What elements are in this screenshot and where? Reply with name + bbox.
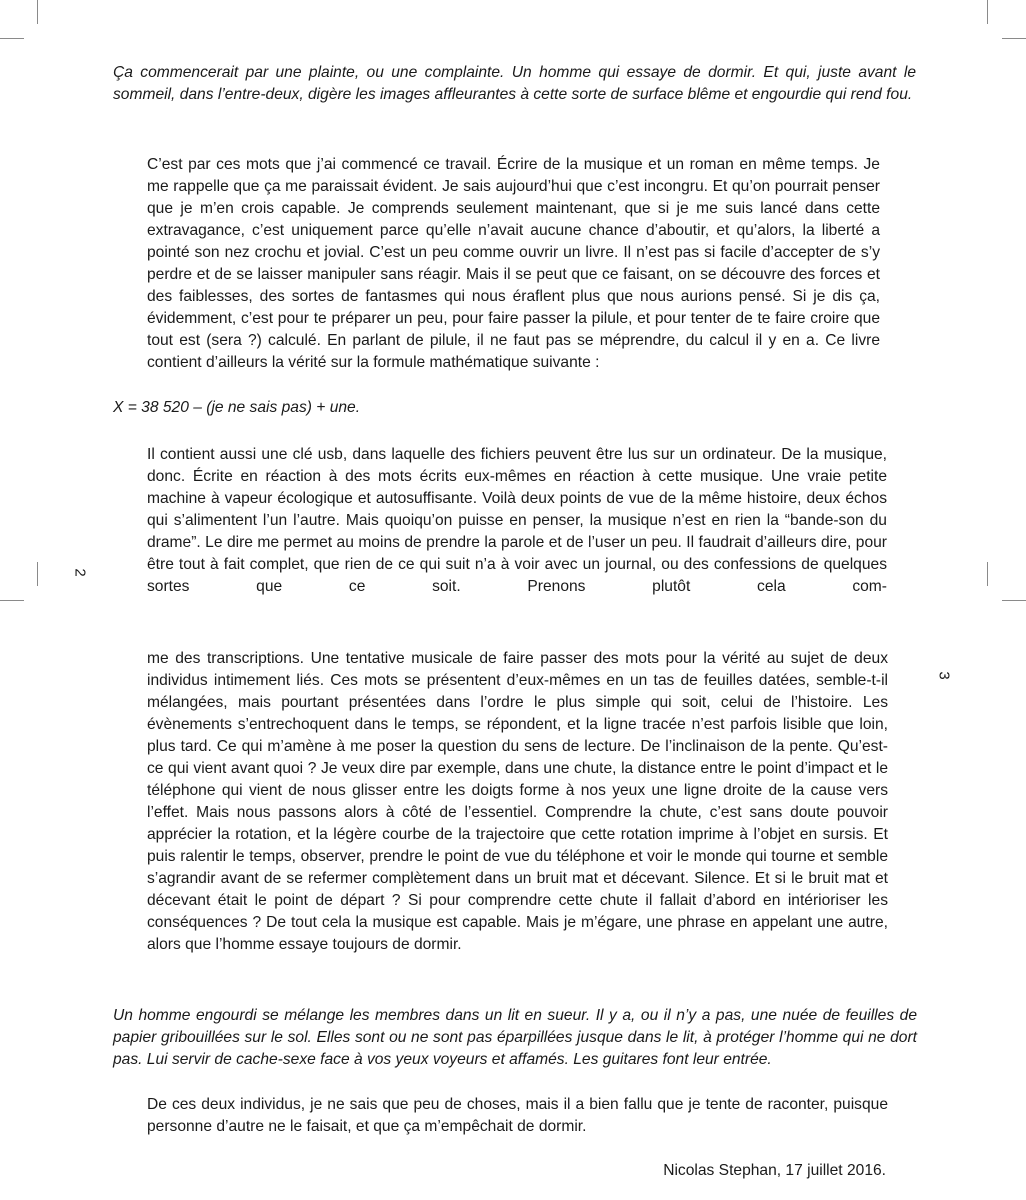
intro-italic-paragraph: Ça commencerait par une plainte, ou une complainte. Un homme qui essaye de dormir. Et qui, juste avant le sommeil, dans l’entre-deux, digère les images affleurantes à cette sorte de surface blême et engourdie qui rend fou. [113, 64, 916, 103]
formula-line: X = 38 520 – (je ne sais pas) + une. [113, 399, 361, 416]
crop-mark-mid-right-horizontal [1002, 600, 1026, 601]
italic-paragraph-man: Un homme engourdi se mélange les membres dans un lit en sueur. Il y a, ou il n’y a pas, une nuée de feuilles de papier gribouillées sur le sol. Elles sont ou ne sont pas éparpillées jusque dans le lit, à protéger l’homme qui ne dort pas. Lui servir de cache-sexe face à vos yeux voyeurs et affamés. Les guitares font leur entrée. [113, 1007, 917, 1068]
crop-mark-top-left-vertical [37, 0, 38, 24]
crop-mark-mid-right-vertical [987, 562, 988, 586]
paragraph-3: me des transcriptions. Une tentative musicale de faire passer des mots pour la vérité au sujet de deux individus intimement liés. Ces mots se présentent d’eux-mêmes en un tas de feuilles datées, semble-t-il mélangées, mais pourtant présentées dans l’ordre le plus simple qui soit, celui de l’histoire. Les évènements s’entrechoquent dans le temps, se répondent, et la ligne tracée n’est parfois lisible que loin, plus tard. Ce qui m’amène à me poser la question du sens de lecture. De l’inclinaison de la pente. Qu’est-ce qui vient avant quoi ? Je veux dire par exemple, dans une chute, la distance entre le point d’impact et le téléphone qui vient de nous glisser entre les doigts forme à nos yeux une ligne droite de la cause vers l’effet. Mais nous passons alors à côté de l’essentiel. Comprendre la chute, c’est sans doute pouvoir apprécier la rotation, et la légère courbe de la trajectoire que cette rotation imprime à l’objet en sursis. Et puis ralentir le temps, observer, prendre le point de vue du téléphone et voir le monde qui tourne et semble s’agrandir avant de se refermer complètement dans un bruit mat et décevant. Silence. Et si le bruit mat et décevant était le point de départ ? Si pour comprendre cette chute il fallait d’abord en intérioriser les conséquences ? De tout cela la musique est capable. Mais je m’égare, une phrase en appelant une autre, alors que l’homme essaye toujours de dormir. [147, 650, 888, 953]
paragraph-2: Il contient aussi une clé usb, dans laquelle des fichiers peuvent être lus sur un ordinateur. De la musique, donc. Écrite en réaction à des mots écrits eux-mêmes en réaction à cette musique. Une vraie petite machine à vapeur écologique et autosuffisante. Voilà deux points de vue de la même histoire, deux échos qui s’alimentent l’un l’autre. Mais quoiqu’on puisse en penser, la musique n’est en rien la “bande-son du drame”. Le dire me permet au moins de prendre la parole et de l’user un peu. Il faudrait d’ailleurs dire, pour être tout à fait complet, que rien de ce qui suit n’a à voir avec un journal, ou des confessions de quelques sortes que ce soit. Prenons plutôt cela com- [147, 446, 887, 595]
crop-mark-top-left-horizontal [0, 38, 24, 39]
signature: Nicolas Stephan, 17 juillet 2016. [663, 1162, 886, 1179]
page-number-left: 2 [71, 568, 89, 577]
crop-mark-mid-left-horizontal [0, 600, 24, 601]
page-number-right: 3 [935, 671, 953, 680]
paragraph-4: De ces deux individus, je ne sais que peu de choses, mais il a bien fallu que je tente de raconter, puisque personne d’autre ne le faisait, et que ça m’empêchait de dormir. [147, 1096, 888, 1135]
crop-mark-top-right-vertical [987, 0, 988, 24]
crop-mark-top-right-horizontal [1002, 38, 1026, 39]
crop-mark-mid-left-vertical [37, 562, 38, 586]
paragraph-1: C’est par ces mots que j’ai commencé ce travail. Écrire de la musique et un roman en même temps. Je me rappelle que ça me paraissait évident. Je sais aujourd’hui que c’est incongru. Et qu’on pourrait penser que je m’en crois capable. Je comprends seulement maintenant, que si je me suis lancé dans cette extravagance, c’est uniquement parce qu’elle n’avait aucune chance d’aboutir, et qu’alors, la liberté a pointé son nez crochu et jovial. C’est un peu comme ouvrir un livre. Il n’est pas si facile d’accepter de s’y perdre et de se laisser manipuler sans réagir. Mais il se peut que ce faisant, on se découvre des forces et des faiblesses, des sortes de fantasmes qui nous éraflent plus que nous aurions pensé. Si je dis ça, évidemment, c’est pour te préparer un peu, pour faire passer la pilule, et pour tenter de te faire croire que tout est (sera ?) calculé. En parlant de pilule, il ne faut pas se méprendre, du calcul il y en a. Ce livre contient d’ailleurs la vérité sur la formule mathématique suivante : [147, 156, 880, 371]
